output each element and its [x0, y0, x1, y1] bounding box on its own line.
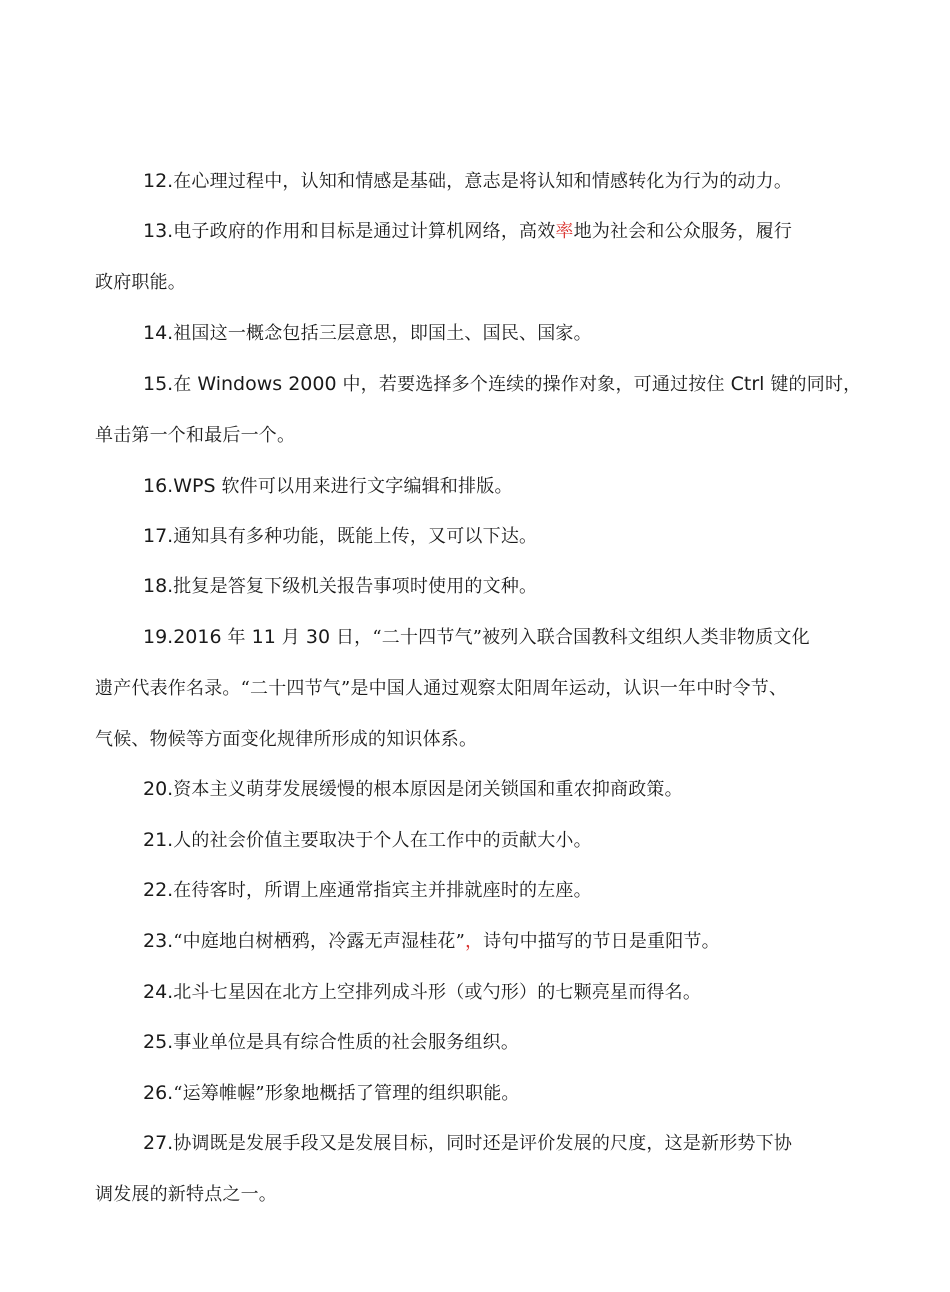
item-text-continued: 遗产代表作名录。“二十四节气”是中国人通过观察太阳周年运动，认识一年中时令节、: [95, 678, 788, 699]
list-item: [95, 461, 865, 512]
item-number: 27.: [143, 1132, 174, 1154]
item-text: 30: [305, 626, 331, 648]
item-text: 祖国这一概念包括三层意思，即国土、国民、国家。: [173, 323, 592, 344]
item-number: 26.: [143, 1082, 174, 1104]
highlighted-char: 率: [555, 221, 574, 242]
highlighted-char: ，: [465, 931, 484, 952]
list-item: [95, 865, 865, 916]
list-item: [95, 561, 865, 612]
item-text: 在: [173, 374, 198, 395]
item-text: 在待客时，所谓上座通常指宾主并排就座时的左座。: [173, 880, 592, 901]
item-text: 诗句中描写的节日是重阳节。: [483, 931, 720, 952]
item-number: 24.: [143, 981, 174, 1003]
item-text: 批复是答复下级机关报告事项时使用的文种。: [173, 576, 538, 597]
item-number: 13.: [143, 220, 174, 242]
item-text: 资本主义萌芽发展缓慢的根本原因是闭关锁国和重农抑商政策。: [173, 779, 683, 800]
item-number: 22.: [143, 879, 174, 901]
list-item: [95, 156, 865, 207]
item-text: 人的社会价值主要取决于个人在工作中的贡献大小。: [173, 830, 592, 851]
item-text: “中庭地白树栖鸦，冷露无声湿桂花”: [173, 931, 466, 952]
item-text: 年: [221, 627, 252, 648]
item-text-continued: 单击第一个和最后一个。: [95, 425, 296, 446]
item-number: 25.: [143, 1031, 174, 1053]
item-number: 23.: [143, 930, 174, 952]
item-text: 电子政府的作用和目标是通过计算机网络，高效: [173, 221, 556, 242]
list-item: [95, 612, 865, 765]
list-item: [95, 511, 865, 562]
item-text: WPS: [173, 475, 216, 497]
item-number: 14.: [143, 322, 174, 344]
item-text: 月: [275, 627, 306, 648]
item-number: 19.: [143, 626, 174, 648]
item-number: 21.: [143, 829, 174, 851]
item-number: 20.: [143, 778, 174, 800]
item-number: 17.: [143, 525, 174, 547]
item-text: 键的同时，: [764, 374, 862, 395]
item-text: 协调既是发展手段又是发展目标，同时还是评价发展的尺度，这是新形势下协: [173, 1133, 793, 1154]
item-number: 15.: [143, 373, 174, 395]
list-item: [95, 815, 865, 866]
item-text: 2016: [173, 626, 222, 648]
item-text: 在心理过程中，认知和情感是基础，意志是将认知和情感转化为行为的动力。: [173, 171, 793, 192]
item-number: 18.: [143, 575, 174, 597]
list-item: [95, 359, 865, 461]
item-text: 日，“二十四节气”被列入联合国教科文组织人类非物质文化: [330, 627, 810, 648]
item-text-continued: 调发展的新特点之一。: [95, 1184, 277, 1205]
item-text: 事业单位是具有综合性质的社会服务组织。: [173, 1032, 520, 1053]
list-item: [95, 967, 865, 1018]
list-item: [95, 764, 865, 815]
list-item: [95, 916, 865, 967]
item-text-continued: 政府职能。: [95, 272, 186, 293]
item-text-continued: 气候、物候等方面变化规律所形成的知识体系。: [95, 729, 478, 750]
list-item: [95, 1068, 865, 1119]
item-text: Windows 2000: [197, 373, 337, 395]
item-number: 16.: [143, 475, 174, 497]
list-item: [95, 206, 865, 308]
item-text: 地为社会和公众服务，履行: [573, 221, 793, 242]
item-text: “运筹帷幄”形象地概括了管理的组织职能。: [173, 1083, 520, 1104]
item-text: Ctrl: [730, 373, 765, 395]
list-item: [95, 1118, 865, 1220]
list-item: [95, 308, 865, 359]
item-text: 软件可以用来进行文字编辑和排版。: [215, 476, 513, 497]
item-text: 北斗七星因在北方上空排列成斗形（或勺形）的七颗亮星而得名。: [173, 982, 702, 1003]
item-text: 中，若要选择多个连续的操作对象，可通过按住: [336, 374, 731, 395]
item-number: 12.: [143, 170, 174, 192]
item-text: 11: [251, 626, 276, 648]
list-item: [95, 1017, 865, 1068]
item-text: 通知具有多种功能，既能上传，又可以下达。: [173, 526, 538, 547]
